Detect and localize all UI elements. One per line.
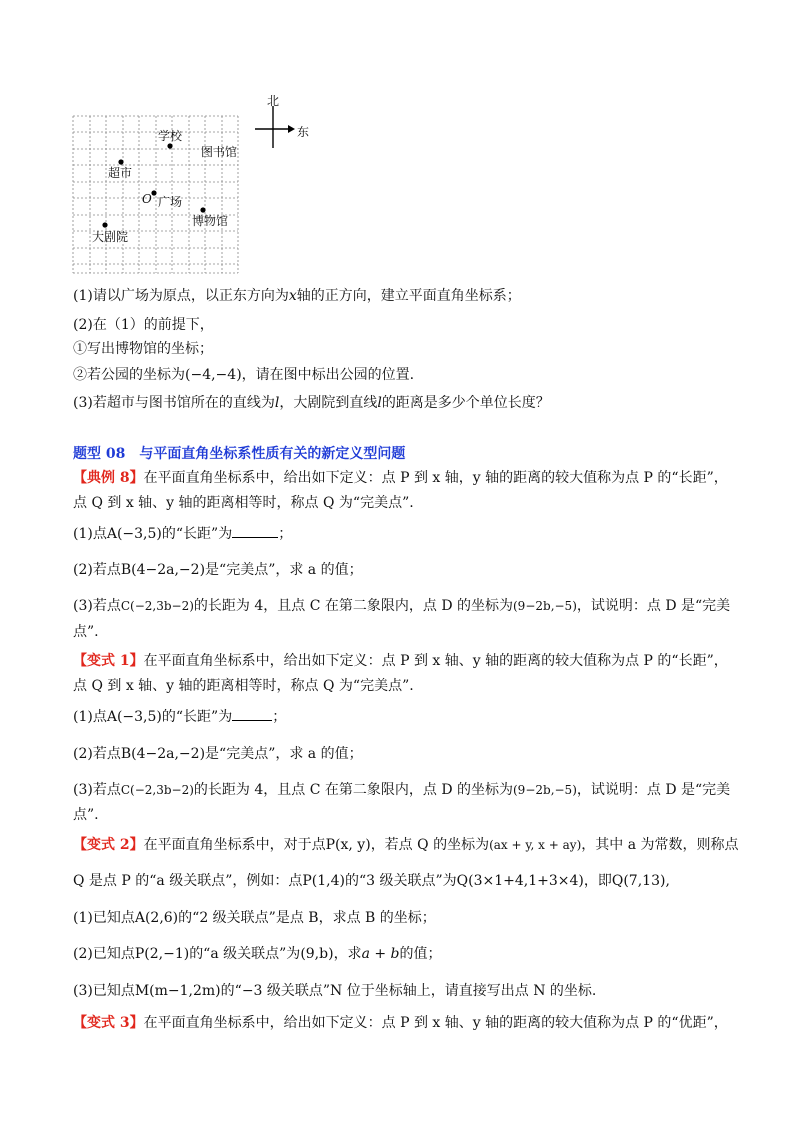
v2-q3 xyxy=(73,982,596,1000)
ex8-q3-math: C(−2,3b−2) xyxy=(120,599,194,613)
library-label: 图书馆 xyxy=(201,145,238,159)
map-grid xyxy=(70,92,340,277)
v2-l1-c: ，其中 a 为常数，则称点 xyxy=(581,837,739,853)
ex8-q1-c: ； xyxy=(278,526,293,542)
v2-q2 xyxy=(73,945,442,963)
ex8-q1-math: A(−3,5) xyxy=(106,526,162,542)
ex8-q2-math: B(4−2a,−2) xyxy=(120,562,206,578)
v1-q3-math2: (9−2b,−5) xyxy=(513,783,577,797)
v2-l1-b: ，若点 Q 的坐标为 xyxy=(370,837,490,853)
v1-q1-blank xyxy=(232,708,272,721)
q7-part2: (2)在（1）的前提下， xyxy=(73,317,214,333)
ex8-tag: 【典例 8】 xyxy=(73,470,144,486)
q7-line-l: l xyxy=(274,395,280,411)
v2-q1-math: A(2,6) xyxy=(134,910,179,926)
v2-l2-c: ，即 xyxy=(583,873,612,889)
ex8-l1: 在平面直角坐标系中，给出如下定义：点 P 到 x 轴，y 轴的距离的较大值称为点 P 的“长距”， xyxy=(143,470,728,486)
v2-q1-a: (1)已知点 xyxy=(73,910,135,926)
v2-q3-math: M(m−1,2m) xyxy=(134,983,221,999)
ex8-q3-cont: 点”. xyxy=(73,624,99,640)
v2-l2-d: , xyxy=(665,873,670,889)
v1-q3-b: 的长距为 4，且点 C 在第二象限内，点 D 的坐标为 xyxy=(193,782,513,798)
ex8-q1-b: 的“长距”为 xyxy=(161,526,233,542)
v2-q2-math: P(2,−1) xyxy=(134,946,190,962)
q7-part2a: ①写出博物馆的坐标； xyxy=(73,341,213,357)
v2-q1-b: 的“2 级关联点”是点 B，求点 B 的坐标； xyxy=(178,910,436,926)
north-label: 北 xyxy=(267,94,280,108)
q7-p2b-text: ②若公园的坐标为 xyxy=(73,367,185,383)
v3-l1: 在平面直角坐标系中，给出如下定义：点 P 到 x 轴、y 轴的距离的较大值称为点 P 的“优距”， xyxy=(143,1015,728,1031)
v1-q1 xyxy=(73,708,286,726)
v2-q2-d: 的值； xyxy=(399,946,442,962)
v2-q2-math3: a + b xyxy=(361,946,400,962)
ex8-q3-b: 的长距为 4，且点 C 在第二象限内，点 D 的坐标为 xyxy=(193,598,513,614)
v1-q2-a: (2)若点 xyxy=(73,746,121,762)
v1-q2-b: 是“完美点”，求 a 的值； xyxy=(205,746,363,762)
q7-part3 xyxy=(73,394,550,412)
v1-q3-a: (3)若点 xyxy=(73,782,121,798)
v2-l2-math3: Q(7,13) xyxy=(611,873,666,889)
map-figure xyxy=(70,92,340,277)
ex8-q2-b: 是“完美点”，求 a 的值； xyxy=(205,562,363,578)
v1-line1 xyxy=(73,652,728,670)
v2-q2-b: 的“a 级关联点”为 xyxy=(189,946,301,962)
ex8-q3-math2: (9−2b,−5) xyxy=(513,599,577,613)
q7-p1-text: (1)请以广场为原点，以正东方向为 xyxy=(73,288,289,304)
v1-q1-math: A(−3,5) xyxy=(106,709,162,725)
q7-p3-end: 的距离是多少个单位长度？ xyxy=(381,395,550,411)
q7-part2b xyxy=(73,366,414,384)
v2-l1-math: P(x, y) xyxy=(325,837,371,853)
supermarket-label: 超市 xyxy=(108,166,133,180)
ex8-q2-a: (2)若点 xyxy=(73,562,121,578)
q7-p2b-end: ，请在图中标出公园的位置. xyxy=(241,367,415,383)
ex8-q1 xyxy=(73,525,292,543)
v3-tag: 【变式 3】 xyxy=(73,1015,144,1031)
v2-l2-math: P(1,4) xyxy=(302,873,345,889)
v2-l2-math2: Q(3×1+4,1+3×4) xyxy=(456,873,584,889)
v1-q2 xyxy=(73,745,363,763)
v1-q3-cont: 点”. xyxy=(73,807,99,823)
q7-p1-end: 轴的正方向，建立平面直角坐标系； xyxy=(296,288,521,304)
v1-q3 xyxy=(73,781,730,799)
ex8-q3-c: ，试说明：点 D 是“完美 xyxy=(576,598,731,614)
q7-park-coord: (−4,−4) xyxy=(185,367,242,383)
ex8-line1 xyxy=(73,469,728,487)
square-label: 广场 xyxy=(158,195,183,209)
theater-label: 大剧院 xyxy=(92,230,129,244)
q7-p3-text: (3)若超市与图书馆所在的直线为 xyxy=(73,395,275,411)
v2-tag: 【变式 2】 xyxy=(73,837,144,853)
v1-tag: 【变式 1】 xyxy=(73,653,144,669)
v3-line1 xyxy=(73,1014,728,1032)
ex8-q1-a: (1)点 xyxy=(73,526,107,542)
v2-line1 xyxy=(73,836,739,854)
v2-l2-b: 的“3 级关联点”为 xyxy=(344,873,457,889)
ex8-q3-a: (3)若点 xyxy=(73,598,121,614)
ex8-q3 xyxy=(73,597,730,615)
v1-q1-a: (1)点 xyxy=(73,709,107,725)
museum-label: 博物馆 xyxy=(192,214,229,228)
v1-q1-b: 的“长距”为 xyxy=(161,709,233,725)
v2-l1-a: 在平面直角坐标系中，对于点 xyxy=(143,837,326,853)
q7-line-l-2: l xyxy=(377,395,382,411)
q7-p1-var: x xyxy=(288,288,297,304)
q7-p3-mid: ，大剧院到直线 xyxy=(279,395,378,411)
v1-l1: 在平面直角坐标系中，给出如下定义：点 P 到 x 轴、y 轴的距离的较大值称为点 P 的“长距”， xyxy=(143,653,728,669)
q7-part1 xyxy=(73,287,521,305)
v1-q3-math: C(−2,3b−2) xyxy=(120,783,194,797)
section-title: 题型 08 与平面直角坐标系性质有关的新定义型问题 xyxy=(73,446,406,462)
v2-q1 xyxy=(73,909,436,927)
v2-line2 xyxy=(73,872,670,890)
v2-l1-math2: (ax + y, x + ay) xyxy=(489,838,582,852)
v2-q3-b: 的“−3 级关联点”N 位于坐标轴上，请直接写出点 N 的坐标. xyxy=(220,983,597,999)
ex8-q1-blank xyxy=(232,525,278,538)
school-label: 学校 xyxy=(158,129,183,143)
v2-q2-c: ，求 xyxy=(333,946,362,962)
v2-q2-a: (2)已知点 xyxy=(73,946,135,962)
v1-q1-c: ； xyxy=(272,709,287,725)
v1-q2-math: B(4−2a,−2) xyxy=(120,746,206,762)
v2-q3-a: (3)已知点 xyxy=(73,983,135,999)
v1-line2: 点 Q 到 x 轴、y 轴的距离相等时，称点 Q 为“完美点”. xyxy=(73,678,414,694)
v2-q2-math2: (9,b) xyxy=(300,946,334,962)
v2-l2-a: Q 是点 P 的“a 级关联点”，例如：点 xyxy=(73,873,303,889)
ex8-q2 xyxy=(73,561,363,579)
v1-q3-c: ，试说明：点 D 是“完美 xyxy=(576,782,731,798)
origin-label: O xyxy=(142,192,152,206)
east-label: 东 xyxy=(297,125,310,139)
ex8-line2: 点 Q 到 x 轴、y 轴的距离相等时，称点 Q 为“完美点”. xyxy=(73,495,414,511)
